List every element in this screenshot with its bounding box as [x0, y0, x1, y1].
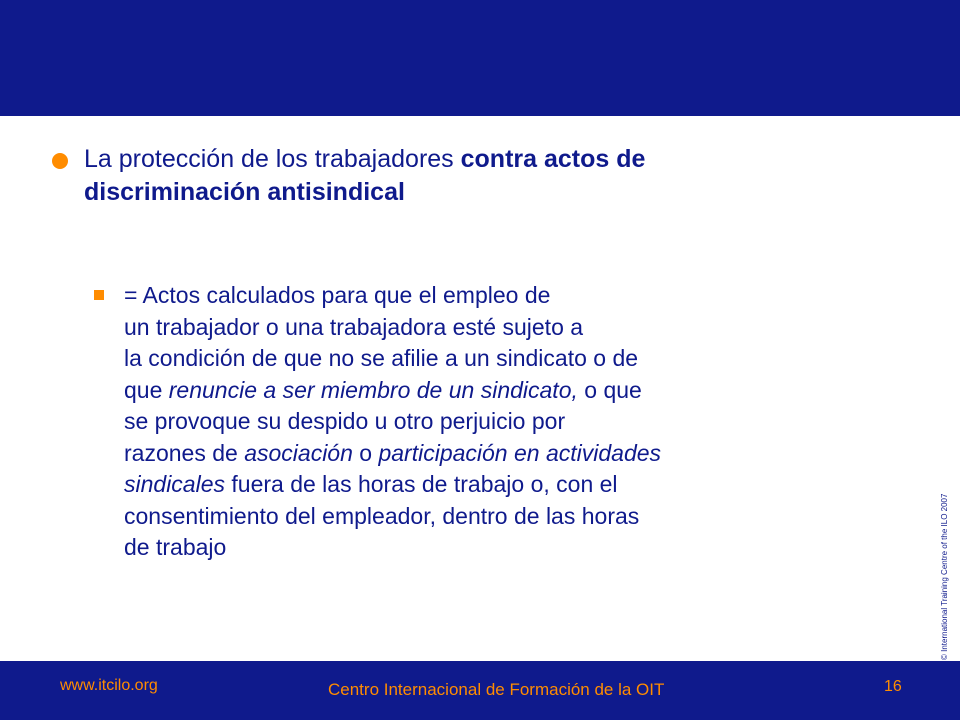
page-number: 16 [884, 678, 902, 695]
body-line-4: que renuncie a ser miembro de un sindicato, o que [124, 376, 642, 403]
heading-normal-text: La protección de los trabajadores [84, 145, 461, 173]
body-line-9: de trabajo [124, 534, 227, 560]
heading-bold-text-1: contra actos de [460, 145, 646, 173]
body-line-5: se provoque su despido u otro perjuicio por [124, 408, 566, 434]
body-line-8: consentimiento del empleador, dentro de las horas [124, 502, 640, 529]
bullet-square-icon [94, 290, 104, 300]
body-line-2: un trabajador o una trabajadora esté sujeto a [124, 313, 584, 340]
heading-bold-text-2: discriminación antisindical [84, 178, 405, 206]
body-line-3: la condición de que no se afilie a un sindicato o de [124, 345, 639, 371]
copyright-credit: © International Training Centre of the ILO 2007 [940, 493, 949, 660]
header-band [0, 0, 960, 116]
slide-heading [84, 143, 884, 209]
body-line-6: razones de asociación o participación en actividades [124, 439, 662, 466]
body-line-1: = Actos calculados para que el empleo de [124, 282, 551, 308]
footer-organization-name: Centro Internacional de Formación de la OIT [328, 680, 665, 699]
footer-website-link[interactable]: www.itcilo.org [60, 677, 158, 694]
bullet-circle-icon [52, 153, 68, 169]
definition-paragraph [124, 280, 924, 564]
body-line-7: sindicales fuera de las horas de trabajo o, con el [124, 471, 618, 497]
